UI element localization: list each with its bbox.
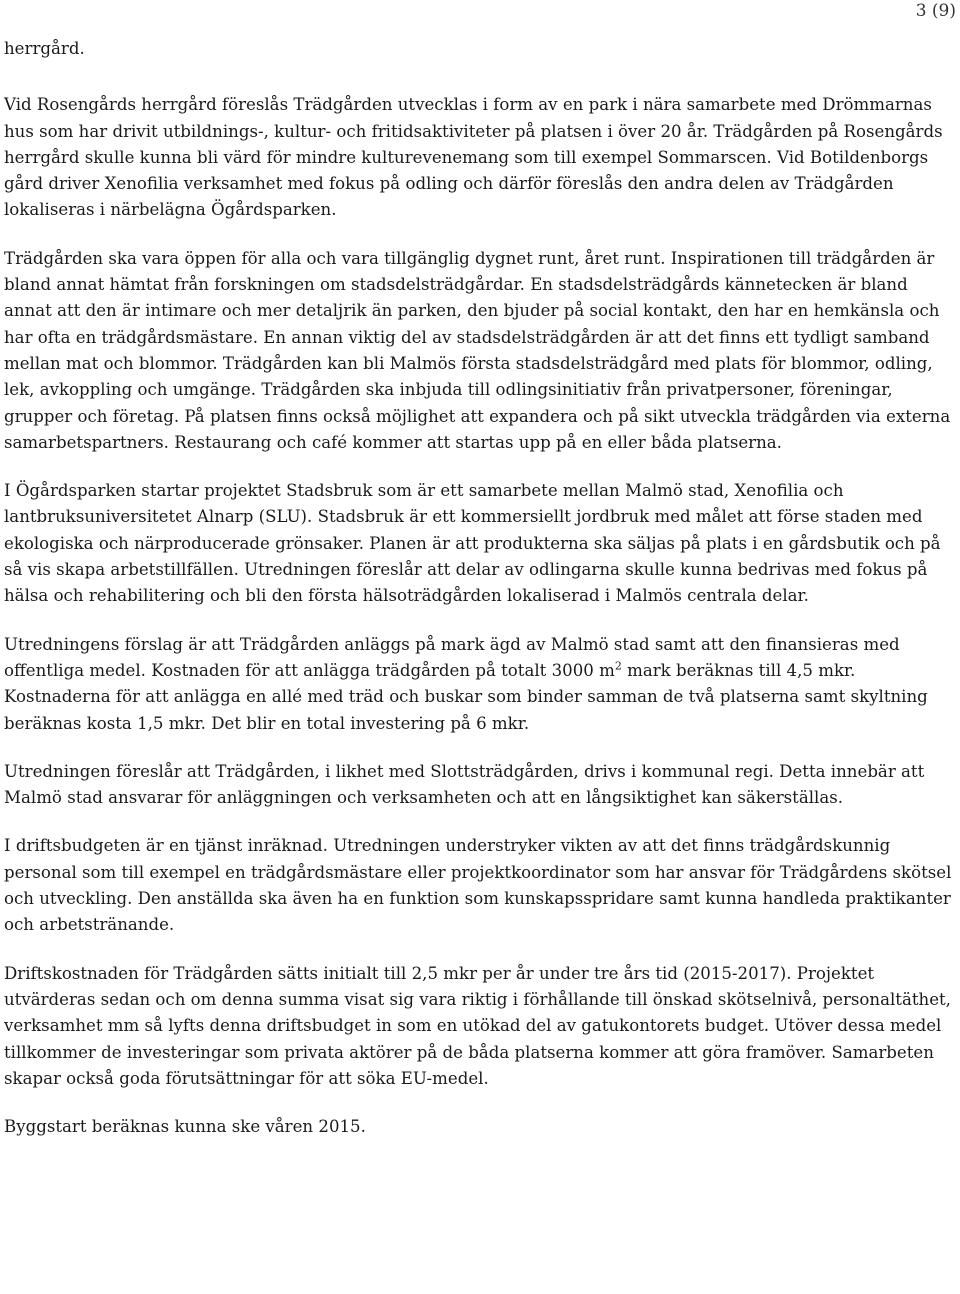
investment-text-end: mark beräknas till 4,5 mkr. Kostnaderna för att anlägga en allé med träd och buskar som binder samman de två platserna samt skyltning beräknas kosta 1,5 mkr. Det blir en total investering på 6 mkr. (4, 660, 928, 733)
paragraph-byggstart: Byggstart beräknas kunna ske våren 2015. (4, 1117, 366, 1137)
paragraph-investment (4, 632, 954, 737)
paragraph-stadsdelstradgard: Trädgården ska vara öppen för alla och vara tillgänglig dygnet runt, året runt. Inspirationen till trädgården är bland annat hämtat från forskningen om stadsdelsträdgårdar. En stadsdelsträdgårds kännetecken är bland annat att den är intimare och mer detaljrik än parken, den bjuder på social kontakt, den har en hemkänsla och har ofta en trädgårdsmästare. En annan viktig del av stadsdelsträdgården är att det finns ett tydligt samband mellan mat och blommor. Trädgården kan bli Malmös första stadsdelsträdgård med plats för blommor, odling, lek, avkoppling och umgänge. Trädgården ska inbjuda till odlingsinitiativ från privatpersoner, föreningar, grupper och företag. På platsen finns också möjlighet att expandera och på sikt utveckla trädgården via externa samarbetspartners. Restaurang och café kommer att startas upp på en eller båda platserna. (4, 248, 951, 452)
paragraph-rosengard: Vid Rosengårds herrgård föreslås Trädgården utvecklas i form av en park i nära samarbete med Drömmarnas hus som har drivit utbildnings-, kultur- och fritidsaktiviteter på platsen i över 20 år. Trädgården på Rosengårds herrgård skulle kunna bli värd för mindre kulturevenemang som till exempel Sommarscen. Vid Botildenborgs gård driver Xenofilia verksamhet med fokus på odling och därför föreslås den andra delen av Trädgården lokaliseras i närbelägna Ögårdsparken. (4, 95, 943, 220)
paragraph-driftsbudget: I driftsbudgeten är en tjänst inräknad. Utredningen understryker vikten av att det finns trädgårdskunnig personal som till exempel en trädgårdsmästare eller projektkoordinator som har ansvar för Trädgårdens skötsel och utveckling. Den anställda ska även ha en funktion som kunskapsspridare samt kunna handleda praktikanter och arbetstränande. (4, 836, 952, 935)
paragraph-driftskostnad: Driftskostnaden för Trädgården sätts initialt till 2,5 mkr per år under tre års tid (2015-2017). Projektet utvärderas sedan och om denna summa visat sig vara riktig i förhållande till önskad skötselnivå, personaltäthet, verksamhet mm så lyfts denna driftsbudget in som en utökad del av gatukontorets budget. Utöver dessa medel tillkommer de investeringar som privata aktörer på de båda platserna kommer att göra framöver. Samarbeten skapar också goda förutsättningar för att söka EU-medel. (4, 963, 951, 1088)
page-number: 3 (9) (915, 1, 956, 21)
document-body (4, 36, 954, 1140)
square-meter-superscript: 2 (614, 659, 622, 673)
paragraph-kommunal-regi: Utredningen föreslår att Trädgården, i likhet med Slottsträdgården, drivs i kommunal regi. Detta innebär att Malmö stad ansvarar för anläggningen och verksamheten och att en långsiktighet kan säkerställas. (4, 761, 925, 808)
investment-text-start: Utredningens förslag är att Trädgården anläggs på mark ägd av Malmö stad samt att den finansieras med offentliga medel. Kostnaden för att anlägga trädgården på totalt 3000 m (4, 634, 900, 680)
paragraph-stadsbruk: I Ögårdsparken startar projektet Stadsbruk som är ett samarbete mellan Malmö stad, Xenofilia och lantbruksuniversitetet Alnarp (SLU). Stadsbruk är ett kommersiellt jordbruk med målet att förse staden med ekologiska och närproducerade grönsaker. Planen är att produkterna ska säljas på plats i en gårdsbutik och på så vis skapa arbetstillfällen. Utredningen föreslår att delar av odlingarna skulle kunna bedrivas med fokus på hälsa och rehabilitering och bli den första hälsoträdgården lokaliserad i Malmös centrala delar. (4, 481, 941, 606)
paragraph-continuation: herrgård. (4, 39, 85, 58)
